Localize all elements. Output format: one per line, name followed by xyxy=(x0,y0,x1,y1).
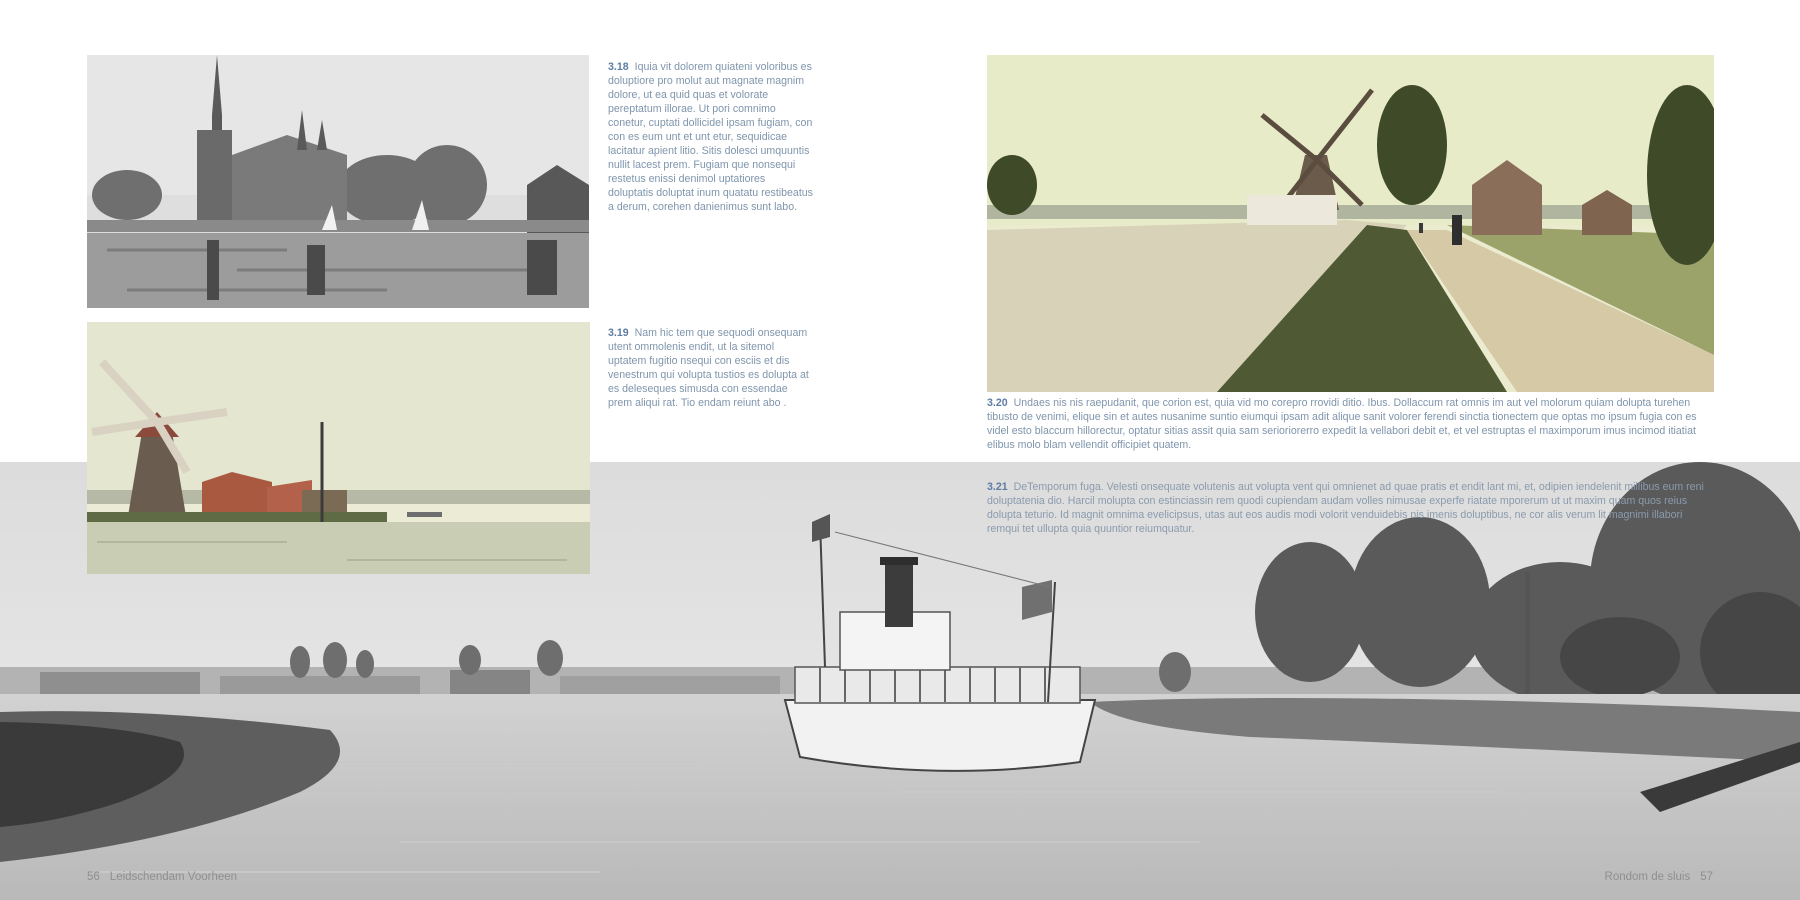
caption-number: 3.19 xyxy=(608,327,629,339)
caption-text: Undaes nis nis raepudanit, que corion est, quia vid mo corepro rrovidi ditio. Ibus. Dollaccum rat omnis im aut vel molorum quiam dolupta turehen tibusto de venimi, elique sin et autes nusanime suntio eiumqui ipsam adit alique sanit volorer ferendi sinctia tionectem que optas mo ipsum fugia con es videl esto blaccum hillorectur, optatur sitias assit quia sam serioriorerro expedit la vellabori debit et, et vel estruptas el maximporum imus incimod itiatiat elibus molo blam vellendit officipiet quatem. xyxy=(987,397,1697,451)
caption-text: DeTemporum fuga. Velesti onsequate volutenis aut volupta vent qui omnienet ad quae pratis et endit lant mi, et, odipien iendelenit millibus eum reni doluptatenia dio. Harcil molupta con estinciassin rem quodi cupiendam audam volles nimusae experfe riatate mporerum ut ut maxim quam quos reius dolupta teturio. Id magnit omnima evelicipsus, utas aut eos audis modi volorit venduidebis nis imenis doluptibus, ne cor alis verum lit magnimi illabori remqui tet ullupta quia quuntior reiumquatur. xyxy=(987,481,1704,535)
running-title-right: Rondom de sluis xyxy=(1604,871,1691,883)
page-number-right: 57 xyxy=(1700,871,1713,883)
caption-text: Nam hic tem que sequodi onsequam utent ommolenis endit, ut la sitemol uptatem fugitio nsequi con esciis et dis venestrum qui volupta tustios es dolupta at es deleseques simusda con essendae prem aliqui rat. Tio endam reiunt abo . xyxy=(608,327,809,409)
footer-right-folio xyxy=(1605,871,1713,883)
page-number-left: 56 xyxy=(87,871,100,883)
caption-3-20 xyxy=(987,396,1717,452)
caption-text: Iquia vit dolorem quiateni voloribus es doluptiore pro molut aut magnate magnim dolore, ut ea quid quas et volorate pereptatum illorae. Ut pori comnimo conetur, cuptati dollicidel ipsam fugiam, con con es eum unt et unt etur, sequidicae lacitatur apient litio. Sitis dolesci umquuntis nullit lacest prem. Fugiam que nonsequi restetus enissi denimol uptatiores doluptatis doluptat inum quatatu restibeatus a derum, corehen danienimus sunt labo. xyxy=(608,61,813,213)
caption-number: 3.18 xyxy=(608,61,629,73)
photo-windmill-sailboat xyxy=(87,322,590,574)
photo-windmill-canal-path xyxy=(987,55,1714,392)
caption-number: 3.20 xyxy=(987,397,1008,409)
footer-left-folio xyxy=(87,871,237,883)
caption-number: 3.21 xyxy=(987,481,1008,493)
photo-church-by-water xyxy=(87,55,589,308)
caption-3-19 xyxy=(608,326,813,410)
running-title-left: Leidschendam Voorheen xyxy=(109,871,238,883)
caption-3-21 xyxy=(987,480,1717,536)
caption-3-18 xyxy=(608,60,813,214)
